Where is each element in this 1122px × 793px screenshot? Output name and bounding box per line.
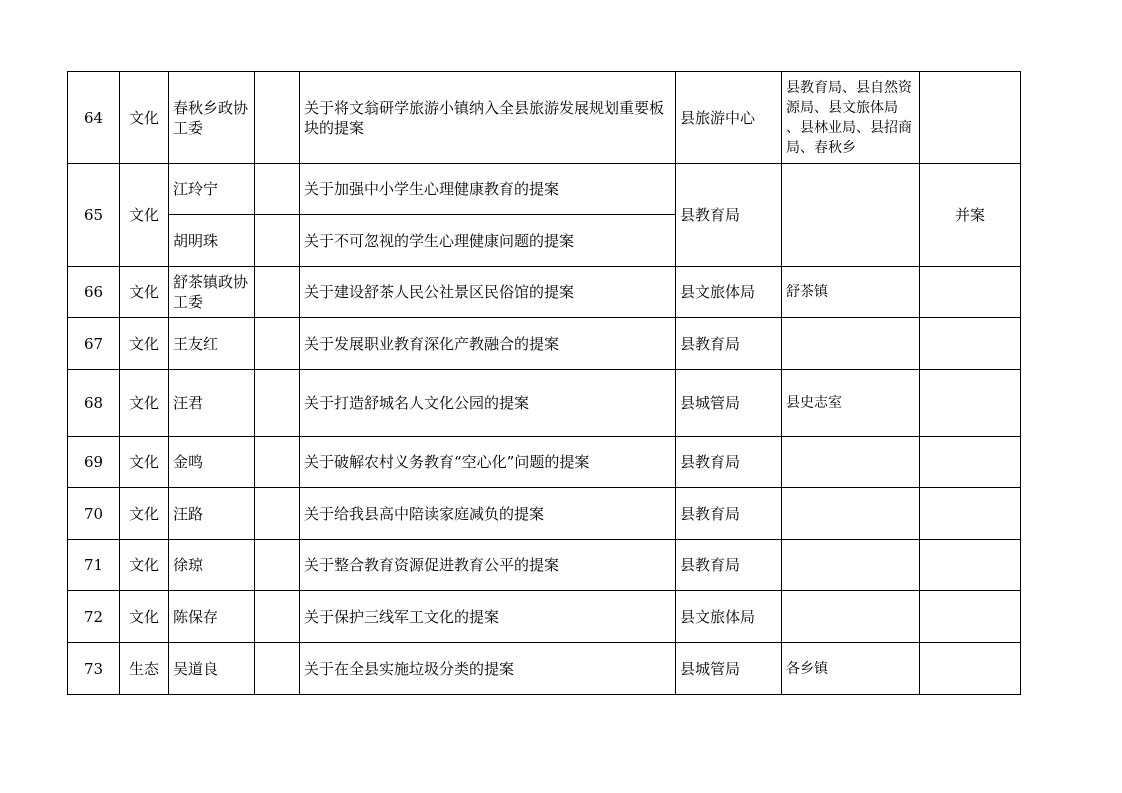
lead-agency: 县城管局	[676, 370, 782, 437]
co-agencies	[782, 164, 920, 267]
remark	[920, 318, 1021, 370]
row-category: 文化	[120, 72, 169, 164]
blank-cell	[255, 540, 300, 591]
proposal-title: 关于打造舒城名人文化公园的提案	[300, 370, 676, 437]
remark	[920, 643, 1021, 695]
co-agencies	[782, 488, 920, 540]
lead-agency: 县教育局	[676, 488, 782, 540]
proposer-cell: 陈保存	[169, 591, 255, 643]
proposer-cell: 汪君	[169, 370, 255, 437]
proposer-cell: 江玲宁	[169, 164, 255, 215]
row-number: 71	[68, 540, 120, 591]
table-row	[68, 267, 1021, 318]
remark	[920, 540, 1021, 591]
row-number: 65	[68, 164, 120, 267]
proposal-title: 关于保护三线军工文化的提案	[300, 591, 676, 643]
co-agencies: 舒茶镇	[782, 267, 920, 318]
table-row	[68, 591, 1021, 643]
lead-agency: 县文旅体局	[676, 267, 782, 318]
proposal-title: 关于破解农村义务教育“空心化”问题的提案	[300, 437, 676, 488]
table-row	[68, 488, 1021, 540]
table-row	[68, 72, 1021, 164]
proposal-title: 关于不可忽视的学生心理健康问题的提案	[300, 215, 676, 267]
blank-cell	[255, 591, 300, 643]
proposer-cell: 王友红	[169, 318, 255, 370]
remark	[920, 437, 1021, 488]
proposal-title: 关于发展职业教育深化产教融合的提案	[300, 318, 676, 370]
lead-agency: 县城管局	[676, 643, 782, 695]
lead-agency: 县教育局	[676, 164, 782, 267]
row-category: 文化	[120, 318, 169, 370]
blank-cell	[255, 215, 300, 267]
remark: 并案	[920, 164, 1021, 267]
row-category: 文化	[120, 488, 169, 540]
blank-cell	[255, 164, 300, 215]
table-row	[68, 437, 1021, 488]
proposer-cell: 汪路	[169, 488, 255, 540]
co-agencies: 县史志室	[782, 370, 920, 437]
blank-cell	[255, 72, 300, 164]
co-agencies	[782, 318, 920, 370]
row-category: 文化	[120, 540, 169, 591]
row-category: 文化	[120, 164, 169, 267]
lead-agency: 县教育局	[676, 437, 782, 488]
table-row	[68, 540, 1021, 591]
proposal-title: 关于建设舒茶人民公社景区民俗馆的提案	[300, 267, 676, 318]
blank-cell	[255, 488, 300, 540]
blank-cell	[255, 370, 300, 437]
proposal-title: 关于给我县高中陪读家庭减负的提案	[300, 488, 676, 540]
row-number: 70	[68, 488, 120, 540]
co-agencies: 各乡镇	[782, 643, 920, 695]
row-number: 73	[68, 643, 120, 695]
blank-cell	[255, 643, 300, 695]
row-category: 文化	[120, 591, 169, 643]
row-number: 66	[68, 267, 120, 318]
remark	[920, 370, 1021, 437]
proposer-cell: 胡明珠	[169, 215, 255, 267]
proposal-title: 关于将文翁研学旅游小镇纳入全县旅游发展规划重要板块的提案	[300, 72, 676, 164]
remark	[920, 488, 1021, 540]
proposal-table	[67, 71, 1021, 695]
proposal-title: 关于在全县实施垃圾分类的提案	[300, 643, 676, 695]
table-row	[68, 318, 1021, 370]
proposer-cell: 舒茶镇政协工委	[169, 267, 255, 318]
proposer-cell: 春秋乡政协工委	[169, 72, 255, 164]
blank-cell	[255, 318, 300, 370]
row-category: 文化	[120, 267, 169, 318]
row-category: 文化	[120, 370, 169, 437]
lead-agency: 县旅游中心	[676, 72, 782, 164]
co-agencies	[782, 540, 920, 591]
table-row	[68, 370, 1021, 437]
proposer-cell: 吴道良	[169, 643, 255, 695]
co-agencies	[782, 591, 920, 643]
co-agencies: 县教育局、县自然资源局、县文旅体局 、县林业局、县招商局、春秋乡	[782, 72, 920, 164]
proposal-title: 关于加强中小学生心理健康教育的提案	[300, 164, 676, 215]
table-row	[68, 643, 1021, 695]
row-number: 72	[68, 591, 120, 643]
proposal-title: 关于整合教育资源促进教育公平的提案	[300, 540, 676, 591]
remark	[920, 267, 1021, 318]
row-category: 文化	[120, 437, 169, 488]
row-number: 64	[68, 72, 120, 164]
lead-agency: 县教育局	[676, 540, 782, 591]
proposer-cell: 金鸣	[169, 437, 255, 488]
co-agencies	[782, 437, 920, 488]
remark	[920, 72, 1021, 164]
row-number: 69	[68, 437, 120, 488]
remark	[920, 591, 1021, 643]
proposer-cell: 徐琼	[169, 540, 255, 591]
row-category: 生态	[120, 643, 169, 695]
row-number: 68	[68, 370, 120, 437]
lead-agency: 县教育局	[676, 318, 782, 370]
row-number: 67	[68, 318, 120, 370]
table-row	[68, 164, 1021, 215]
blank-cell	[255, 437, 300, 488]
lead-agency: 县文旅体局	[676, 591, 782, 643]
blank-cell	[255, 267, 300, 318]
